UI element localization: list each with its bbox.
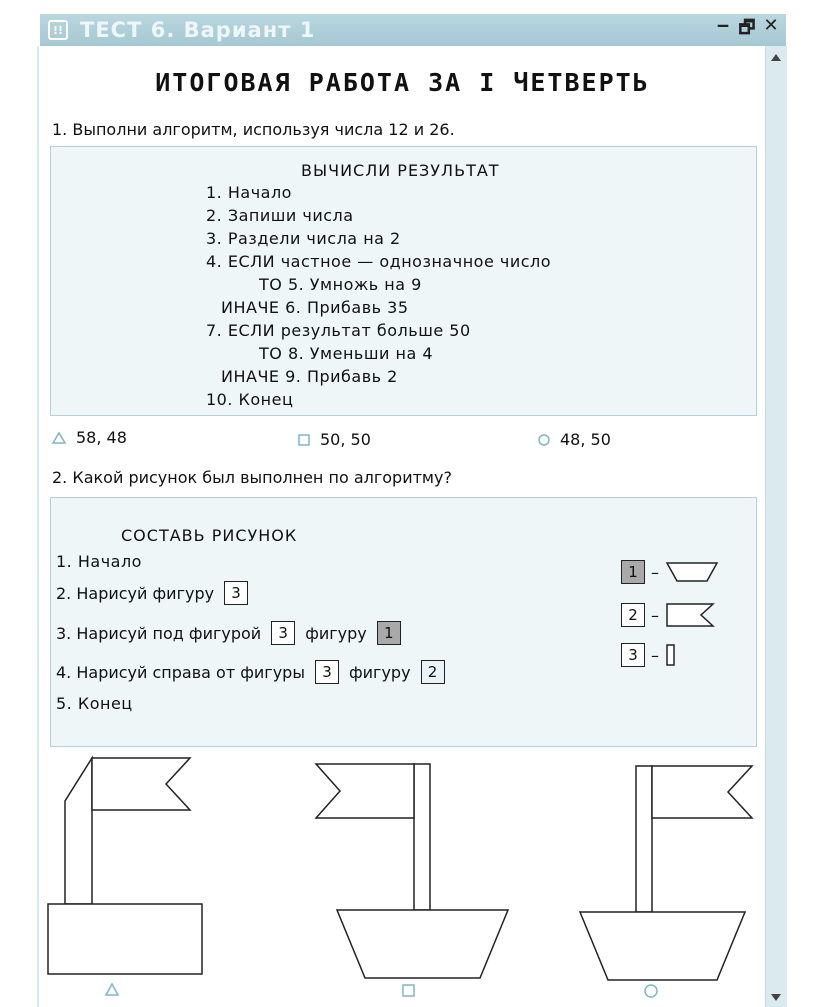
algorithm-step: 7. ЕСЛИ результат больше 50 (206, 321, 471, 340)
answer-option-3[interactable] (538, 430, 611, 449)
triangle-icon[interactable] (106, 984, 118, 995)
circle-icon (538, 434, 550, 446)
answer-drawing-c[interactable] (580, 766, 752, 980)
figure-number-box: 3 (224, 581, 248, 605)
answer-drawings (40, 746, 765, 1007)
algorithm-2-panel (50, 497, 757, 747)
answer-option-2[interactable] (298, 430, 371, 449)
question-1-text: 1. Выполни алгоритм, используя числа 12 и 26. (52, 120, 455, 139)
window-title: ТЕСТ 6. Вариант 1 (80, 18, 316, 42)
figure-number-box: 2 (421, 660, 445, 684)
algorithm-2-title: СОСТАВЬ РИСУНОК (121, 526, 298, 545)
question-2-text: 2. Какой рисунок был выполнен по алгоритму? (52, 468, 452, 487)
scroll-down-icon[interactable] (771, 994, 781, 1001)
square-icon (298, 434, 310, 446)
algorithm-step: ИНАЧЕ 9. Прибавь 2 (221, 367, 398, 386)
vertical-scrollbar[interactable] (765, 46, 787, 1007)
restore-button[interactable]: 🗗 (738, 17, 756, 38)
test-content (40, 46, 765, 1007)
test-badge-icon: !! (48, 20, 68, 40)
answer-option-label: 58, 48 (76, 428, 127, 447)
draw-step-5: 5. Конец (56, 694, 133, 713)
algorithm-1-title: ВЫЧИСЛИ РЕЗУЛЬТАТ (301, 161, 500, 180)
answer-option-label: 50, 50 (320, 430, 371, 449)
answer-drawing-a[interactable] (48, 758, 202, 974)
flag-icon (665, 602, 717, 628)
algorithm-step: 4. ЕСЛИ частное — однозначное число (206, 252, 552, 271)
figure-number-box: 3 (315, 660, 339, 684)
figure-number-box: 3 (271, 621, 295, 645)
algorithm-step: ИНАЧЕ 6. Прибавь 35 (221, 298, 409, 317)
page-title: ИТОГОВАЯ РАБОТА ЗА I ЧЕТВЕРТЬ (155, 68, 650, 97)
left-border (37, 46, 39, 1007)
algorithm-step: 3. Раздели числа на 2 (206, 229, 401, 248)
draw-step-1: 1. Начало (56, 552, 142, 571)
answer-drawing-b[interactable] (316, 764, 508, 978)
bar-icon (665, 643, 677, 667)
algorithm-1-panel (50, 146, 757, 416)
close-button[interactable]: ✕ (763, 15, 779, 36)
scroll-up-icon[interactable] (771, 54, 781, 61)
algorithm-step: ТО 8. Уменьши на 4 (259, 344, 434, 363)
legend-item-2: 2 – (621, 602, 717, 628)
draw-step-3: 3. Нарисуй под фигурой 3 фигуру 1 (56, 621, 401, 645)
figure-number-box: 1 (377, 621, 401, 645)
minimize-button[interactable]: ‒ (716, 15, 730, 36)
draw-step-2: 2. Нарисуй фигуру 3 (56, 581, 248, 605)
draw-step-4: 4. Нарисуй справа от фигуры 3 фигуру 2 (56, 660, 445, 684)
legend-item-1: 1 – (621, 560, 719, 584)
answer-option-label: 48, 50 (560, 430, 611, 449)
trapezoid-icon (665, 561, 719, 583)
algorithm-step: 1. Начало (206, 183, 292, 202)
algorithm-step: 2. Запиши числа (206, 206, 354, 225)
answer-option-1[interactable] (52, 428, 127, 447)
algorithm-step: 10. Конец (206, 390, 294, 409)
window-titlebar (40, 14, 786, 46)
algorithm-step: ТО 5. Умножь на 9 (259, 275, 422, 294)
circle-icon[interactable] (645, 985, 657, 997)
square-icon[interactable] (403, 985, 414, 996)
legend-item-3: 3 – (621, 643, 677, 667)
triangle-icon (52, 432, 66, 444)
